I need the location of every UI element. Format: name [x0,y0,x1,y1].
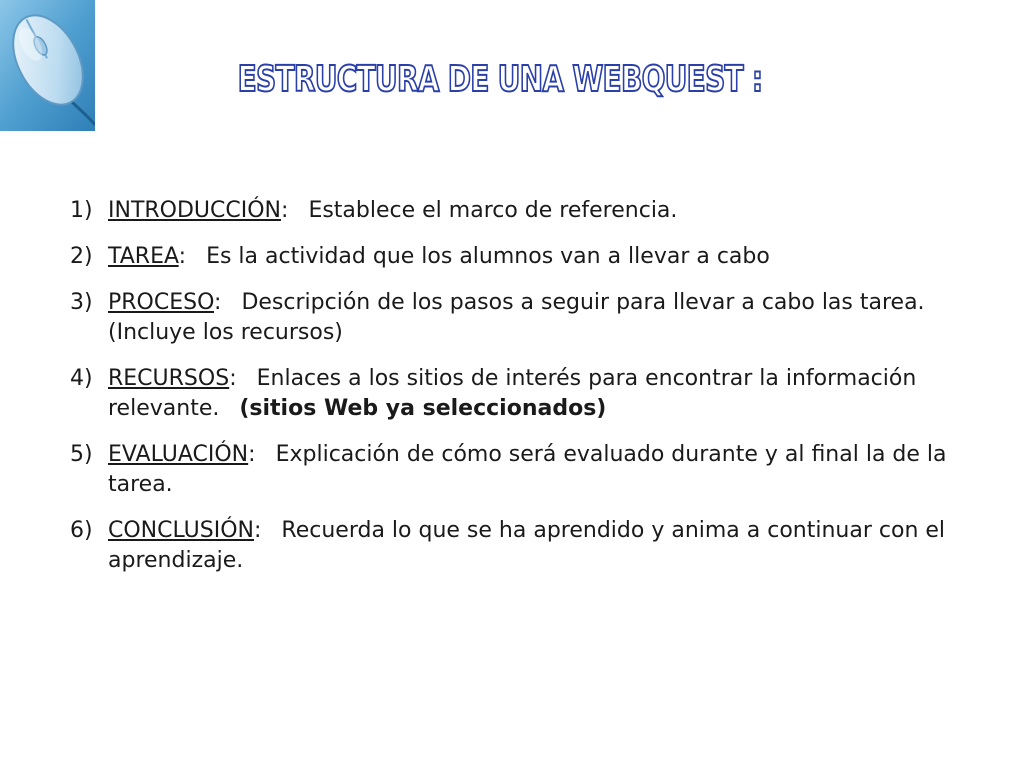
item-bold-note: (sitios Web ya seleccionados) [239,396,607,421]
computer-mouse-icon [0,0,95,131]
item-term: EVALUACIÓN [108,442,249,467]
list-item [70,196,960,226]
item-content [108,440,960,500]
list-item [70,288,960,348]
slide-title: ESTRUCTURA DE UNA WEBQUEST : [237,59,763,100]
item-description: Descripción de los pasos a seguir para llevar a cabo las tarea. [241,290,925,315]
item-number: 4) [70,366,93,391]
item-content [108,196,960,226]
list-item [70,440,960,500]
list-item [70,242,960,272]
item-description: Enlaces a los sitios de interés para encontrar la información relevante. [108,366,917,421]
item-term: CONCLUSIÓN [108,518,254,543]
item-term: RECURSOS [108,366,230,391]
item-number: 6) [70,518,93,543]
item-term: INTRODUCCIÓN [108,198,282,223]
structure-list [70,196,960,592]
list-item [70,516,960,576]
item-separator: : [229,366,237,391]
item-content [108,364,960,424]
item-term: TAREA [108,244,179,269]
item-number: 3) [70,290,93,315]
item-number: 2) [70,244,93,269]
item-content [108,516,960,576]
item-description: Es la actividad que los alumnos van a llevar a cabo [206,244,770,269]
item-separator: : [178,244,187,269]
item-separator: : [254,518,262,543]
item-content [108,242,960,272]
item-content [108,288,960,348]
list-item [70,364,960,424]
item-description: Explicación de cómo será evaluado durante y al final la de la tarea. [108,442,947,497]
item-separator: : [281,198,289,223]
item-number: 5) [70,442,93,467]
item-description: Establece el marco de referencia. [308,198,678,223]
item-description: Recuerda lo que se ha aprendido y anima a continuar con el aprendizaje. [108,518,946,573]
item-number: 1) [70,198,93,223]
item-separator: : [214,290,222,315]
item-separator: : [248,442,256,467]
item-extra: (Incluye los recursos) [108,320,343,345]
item-term: PROCESO [108,290,215,315]
